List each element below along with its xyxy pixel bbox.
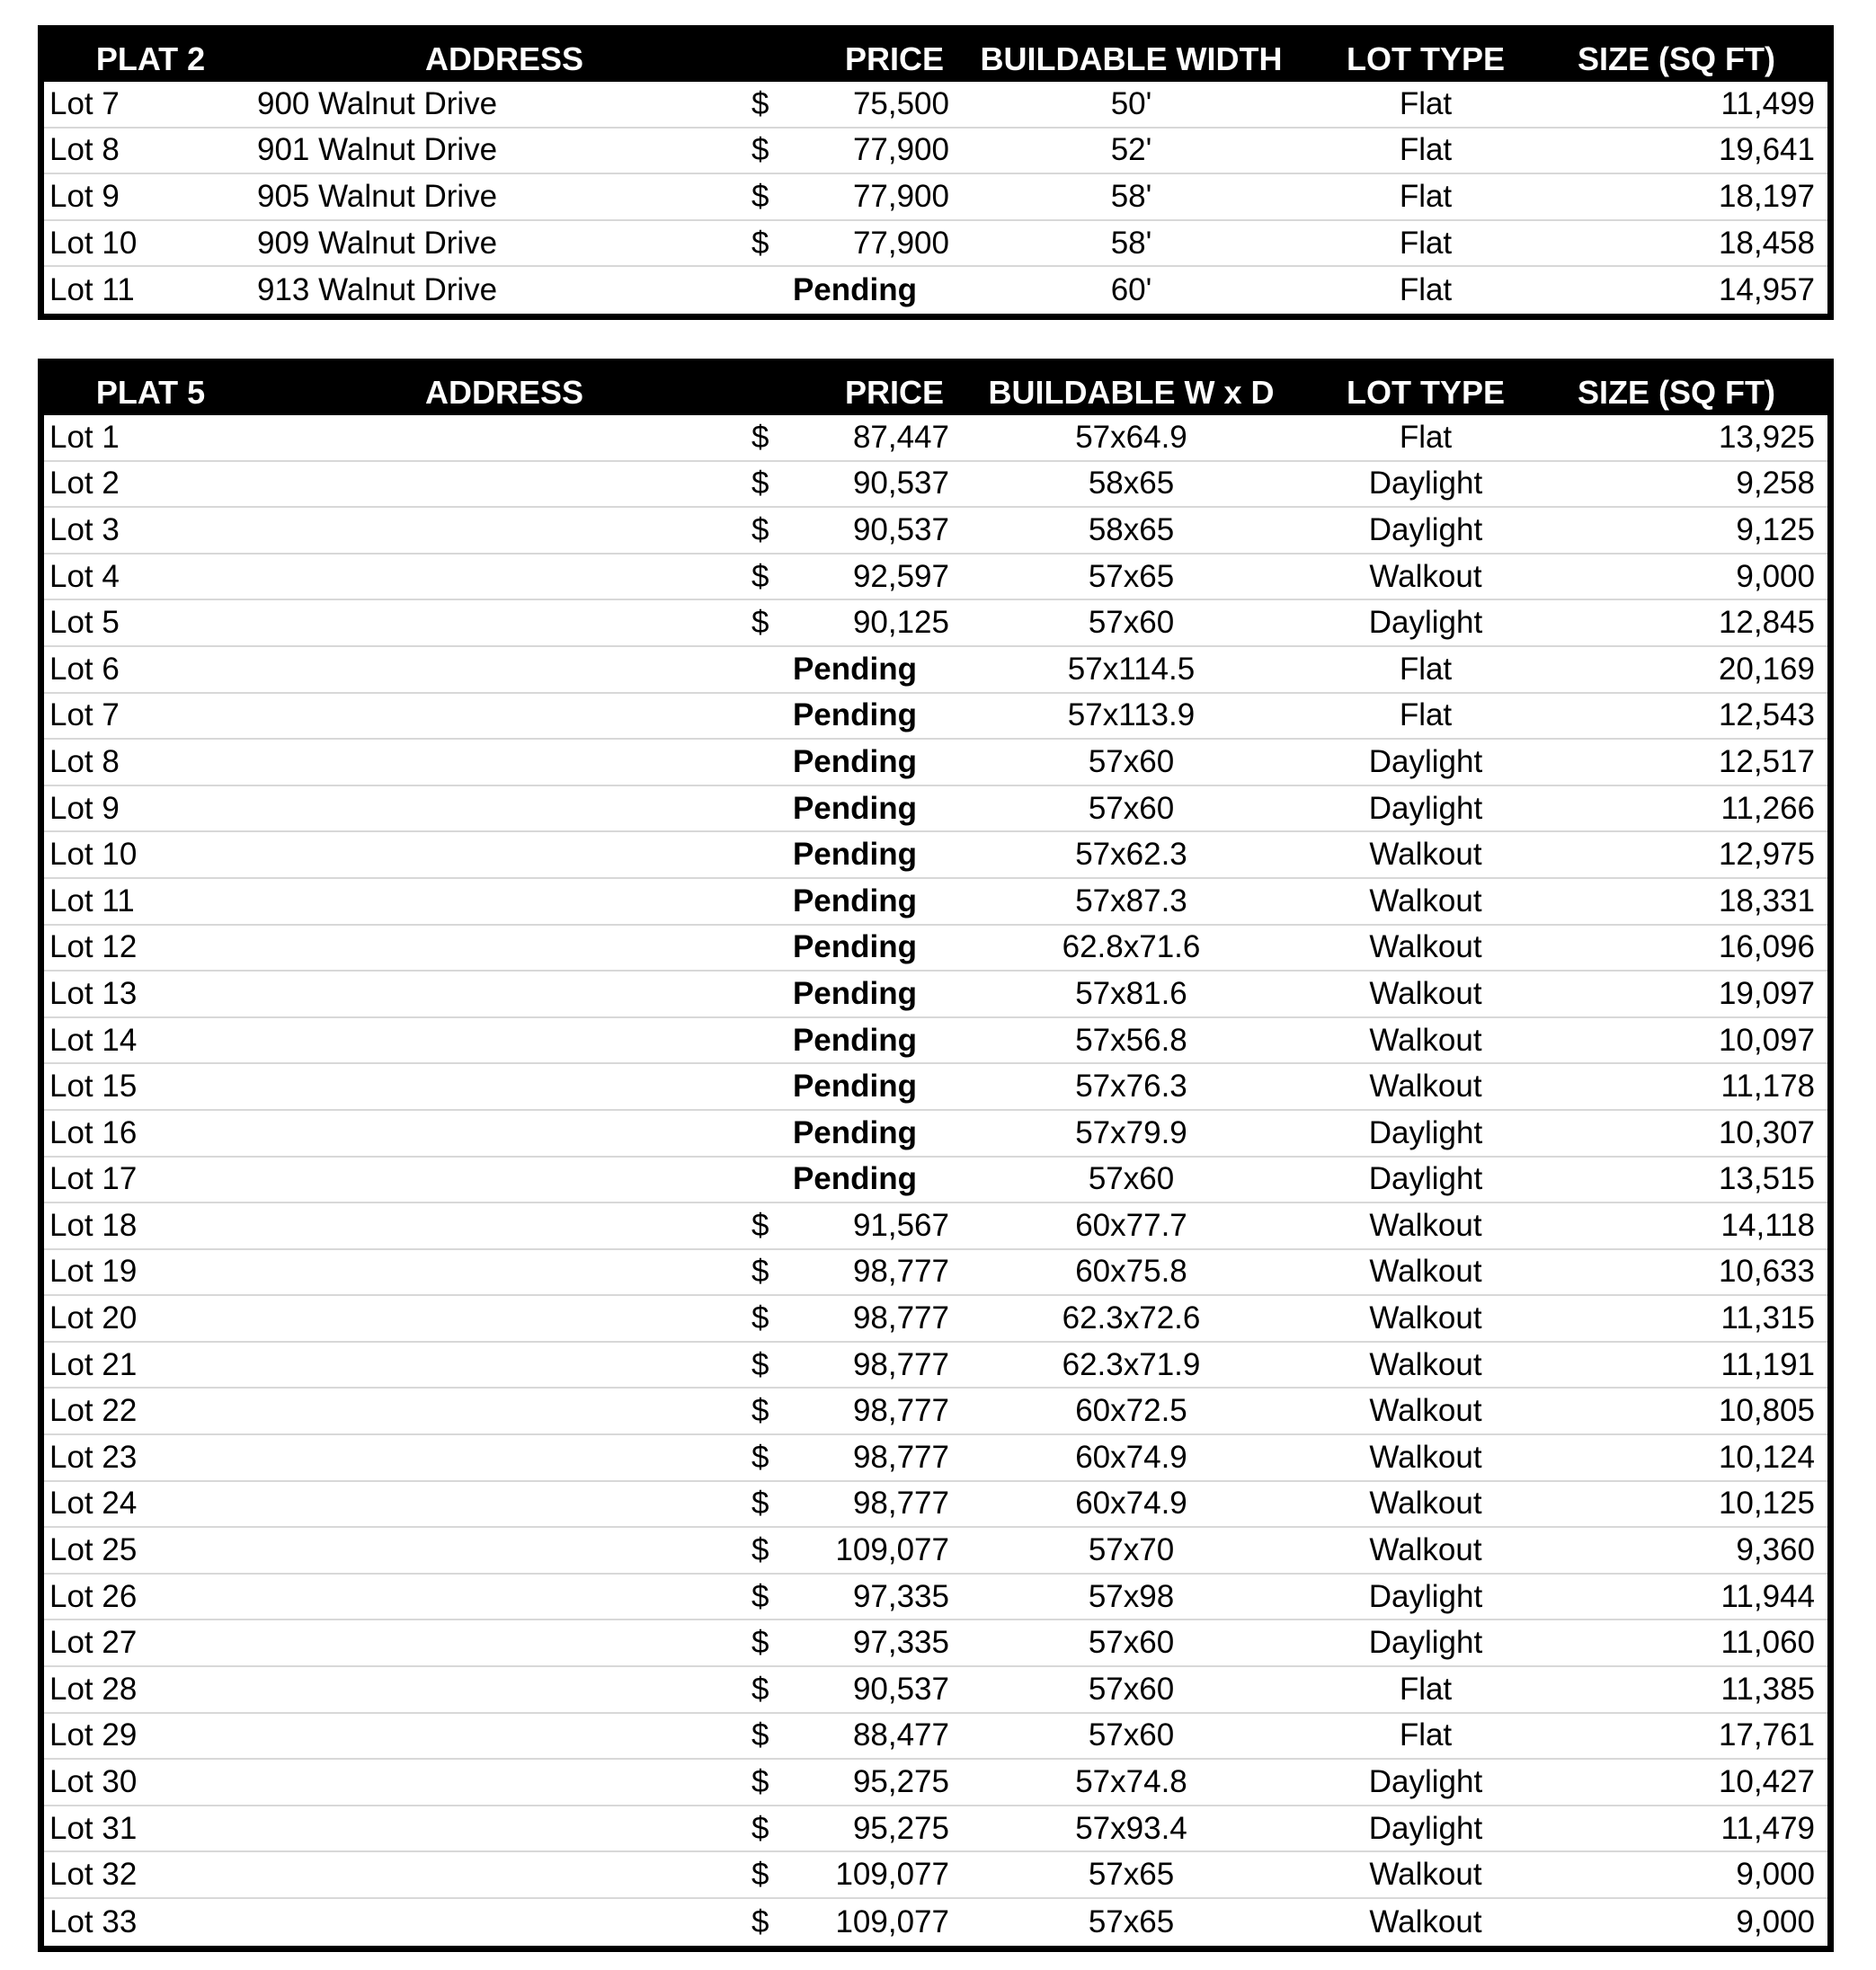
price-cell: 98,777 bbox=[852, 1439, 949, 1475]
table-row bbox=[44, 1111, 1827, 1158]
lot-type-cell: Flat bbox=[1399, 272, 1453, 308]
table-row bbox=[44, 832, 1827, 879]
table-row bbox=[44, 415, 1827, 462]
size-sqft-cell: 11,479 bbox=[1720, 1810, 1815, 1846]
buildable-size-cell: 57x87.3 bbox=[1075, 883, 1187, 918]
lot-cell: Lot 9 bbox=[49, 790, 120, 826]
lot-type-cell: Flat bbox=[1399, 697, 1453, 733]
table-row bbox=[44, 694, 1827, 741]
table-row bbox=[44, 1158, 1827, 1204]
price-cell: 77,900 bbox=[852, 225, 949, 261]
table-row bbox=[44, 972, 1827, 1018]
size-sqft-cell: 11,266 bbox=[1720, 790, 1815, 826]
lot-type-cell: Walkout bbox=[1369, 558, 1482, 594]
size-sqft-cell: 11,499 bbox=[1720, 85, 1815, 121]
plat-5-table bbox=[38, 359, 1834, 1952]
lot-cell: Lot 7 bbox=[49, 697, 120, 733]
price-cell: 90,537 bbox=[852, 511, 949, 547]
buildable-size-cell: 57x65 bbox=[1088, 558, 1175, 594]
size-sqft-cell: 10,124 bbox=[1718, 1439, 1815, 1475]
table-row bbox=[44, 1296, 1827, 1343]
currency-symbol: $ bbox=[751, 132, 769, 168]
currency-symbol: $ bbox=[751, 1393, 769, 1429]
table-row bbox=[44, 879, 1827, 926]
lot-cell: Lot 15 bbox=[49, 1069, 138, 1105]
size-sqft-cell: 10,427 bbox=[1718, 1764, 1815, 1800]
lot-cell: Lot 17 bbox=[49, 1161, 138, 1197]
buildable-size-cell: 57x60 bbox=[1088, 1717, 1175, 1753]
buildable-size-cell: 57x81.6 bbox=[1075, 975, 1187, 1011]
lot-type-cell: Daylight bbox=[1368, 466, 1483, 501]
currency-symbol: $ bbox=[751, 1207, 769, 1243]
buildable-size-cell: 62.3x71.9 bbox=[1062, 1346, 1201, 1382]
table-row bbox=[44, 1806, 1827, 1853]
lot-type-cell: Daylight bbox=[1368, 1810, 1483, 1846]
price-cell: 77,900 bbox=[852, 132, 949, 168]
lot-cell: Lot 33 bbox=[49, 1903, 138, 1939]
size-sqft-cell: 13,925 bbox=[1718, 419, 1815, 455]
table-row bbox=[44, 1064, 1827, 1111]
price-pending-cell: Pending bbox=[792, 929, 917, 965]
lot-type-cell: Flat bbox=[1399, 1717, 1453, 1753]
table-row bbox=[44, 600, 1827, 647]
address-cell: 901 Walnut Drive bbox=[257, 132, 498, 168]
table-row bbox=[44, 926, 1827, 972]
price-pending-cell: Pending bbox=[792, 790, 917, 826]
header-address: ADDRESS bbox=[424, 374, 584, 411]
buildable-size-cell: 50' bbox=[1110, 85, 1152, 121]
currency-symbol: $ bbox=[751, 1486, 769, 1522]
lot-cell: Lot 29 bbox=[49, 1717, 138, 1753]
currency-symbol: $ bbox=[751, 1903, 769, 1939]
lot-type-cell: Flat bbox=[1399, 85, 1453, 121]
lot-cell: Lot 13 bbox=[49, 975, 138, 1011]
price-pending-cell: Pending bbox=[792, 837, 917, 873]
currency-symbol: $ bbox=[751, 225, 769, 261]
currency-symbol: $ bbox=[751, 1764, 769, 1800]
lot-cell: Lot 31 bbox=[49, 1810, 138, 1846]
table-row bbox=[44, 1528, 1827, 1575]
buildable-size-cell: 57x93.4 bbox=[1075, 1810, 1187, 1846]
lot-type-cell: Daylight bbox=[1368, 1625, 1483, 1661]
lot-type-cell: Walkout bbox=[1369, 1346, 1482, 1382]
lot-cell: Lot 24 bbox=[49, 1486, 138, 1522]
price-cell: 98,777 bbox=[852, 1254, 949, 1290]
currency-symbol: $ bbox=[751, 558, 769, 594]
price-cell: 90,537 bbox=[852, 466, 949, 501]
price-pending-cell: Pending bbox=[792, 697, 917, 733]
price-cell: 97,335 bbox=[852, 1625, 949, 1661]
table-row bbox=[44, 508, 1827, 555]
buildable-size-cell: 57x56.8 bbox=[1075, 1022, 1187, 1058]
currency-symbol: $ bbox=[751, 1625, 769, 1661]
address-cell: 913 Walnut Drive bbox=[257, 272, 498, 308]
lot-type-cell: Walkout bbox=[1369, 1069, 1482, 1105]
lot-type-cell: Walkout bbox=[1369, 1207, 1482, 1243]
lot-type-cell: Walkout bbox=[1369, 1903, 1482, 1939]
lot-type-cell: Daylight bbox=[1368, 1114, 1483, 1150]
currency-symbol: $ bbox=[751, 1717, 769, 1753]
table-row bbox=[44, 1018, 1827, 1065]
size-sqft-cell: 9,000 bbox=[1736, 1903, 1815, 1939]
lot-cell: Lot 25 bbox=[49, 1532, 138, 1568]
size-sqft-cell: 12,543 bbox=[1718, 697, 1815, 733]
lot-type-cell: Flat bbox=[1399, 651, 1453, 687]
buildable-size-cell: 60x74.9 bbox=[1075, 1439, 1187, 1475]
buildable-size-cell: 57x65 bbox=[1088, 1857, 1175, 1893]
size-sqft-cell: 18,331 bbox=[1718, 883, 1815, 918]
plat-2-table bbox=[38, 25, 1834, 320]
lot-cell: Lot 23 bbox=[49, 1439, 138, 1475]
header-size: SIZE (SQ FT) bbox=[1578, 374, 1775, 411]
address-cell: 909 Walnut Drive bbox=[257, 225, 498, 261]
lot-type-cell: Walkout bbox=[1369, 929, 1482, 965]
buildable-size-cell: 57x62.3 bbox=[1075, 837, 1187, 873]
address-cell: 905 Walnut Drive bbox=[257, 178, 498, 214]
lot-cell: Lot 30 bbox=[49, 1764, 138, 1800]
lot-type-cell: Walkout bbox=[1369, 975, 1482, 1011]
header-buildable-width: BUILDABLE WIDTH bbox=[980, 40, 1283, 77]
lot-cell: Lot 9 bbox=[49, 178, 120, 214]
currency-symbol: $ bbox=[751, 1857, 769, 1893]
buildable-size-cell: 58x65 bbox=[1088, 466, 1175, 501]
size-sqft-cell: 9,000 bbox=[1736, 1857, 1815, 1893]
buildable-size-cell: 57x79.9 bbox=[1075, 1114, 1187, 1150]
size-sqft-cell: 10,805 bbox=[1718, 1393, 1815, 1429]
table-row bbox=[44, 221, 1827, 268]
lot-type-cell: Daylight bbox=[1368, 1764, 1483, 1800]
size-sqft-cell: 18,458 bbox=[1718, 225, 1815, 261]
table-row bbox=[44, 1343, 1827, 1389]
buildable-size-cell: 57x98 bbox=[1088, 1578, 1175, 1614]
lot-cell: Lot 11 bbox=[49, 883, 135, 918]
buildable-size-cell: 62.3x72.6 bbox=[1062, 1300, 1201, 1336]
buildable-size-cell: 58x65 bbox=[1088, 511, 1175, 547]
price-pending-cell: Pending bbox=[792, 272, 917, 308]
lot-cell: Lot 21 bbox=[49, 1346, 138, 1382]
currency-symbol: $ bbox=[751, 1300, 769, 1336]
size-sqft-cell: 10,097 bbox=[1718, 1022, 1815, 1058]
price-cell: 91,567 bbox=[852, 1207, 949, 1243]
size-sqft-cell: 9,360 bbox=[1736, 1532, 1815, 1568]
header-size: SIZE (SQ FT) bbox=[1578, 40, 1775, 77]
price-cell: 77,900 bbox=[852, 178, 949, 214]
currency-symbol: $ bbox=[751, 605, 769, 641]
lot-type-cell: Daylight bbox=[1368, 1161, 1483, 1197]
price-pending-cell: Pending bbox=[792, 975, 917, 1011]
lot-cell: Lot 8 bbox=[49, 743, 120, 779]
size-sqft-cell: 10,307 bbox=[1718, 1114, 1815, 1150]
size-sqft-cell: 16,096 bbox=[1718, 929, 1815, 965]
header-price: PRICE bbox=[844, 374, 944, 411]
table-row bbox=[44, 174, 1827, 221]
buildable-size-cell: 62.8x71.6 bbox=[1062, 929, 1201, 965]
currency-symbol: $ bbox=[751, 178, 769, 214]
size-sqft-cell: 11,944 bbox=[1720, 1578, 1815, 1614]
size-sqft-cell: 14,118 bbox=[1720, 1207, 1815, 1243]
buildable-size-cell: 52' bbox=[1110, 132, 1152, 168]
price-cell: 98,777 bbox=[852, 1300, 949, 1336]
lot-cell: Lot 32 bbox=[49, 1857, 138, 1893]
lot-cell: Lot 19 bbox=[49, 1254, 138, 1290]
size-sqft-cell: 13,515 bbox=[1718, 1161, 1815, 1197]
price-pending-cell: Pending bbox=[792, 1161, 917, 1197]
header-buildable-wxd: BUILDABLE W x D bbox=[988, 374, 1275, 411]
buildable-size-cell: 57x60 bbox=[1088, 743, 1175, 779]
price-pending-cell: Pending bbox=[792, 743, 917, 779]
buildable-size-cell: 57x60 bbox=[1088, 1671, 1175, 1707]
lot-cell: Lot 20 bbox=[49, 1300, 138, 1336]
lot-cell: Lot 2 bbox=[49, 466, 120, 501]
currency-symbol: $ bbox=[751, 466, 769, 501]
lot-cell: Lot 6 bbox=[49, 651, 120, 687]
buildable-size-cell: 60x74.9 bbox=[1075, 1486, 1187, 1522]
lot-type-cell: Daylight bbox=[1368, 605, 1483, 641]
lot-type-cell: Walkout bbox=[1369, 1300, 1482, 1336]
size-sqft-cell: 9,000 bbox=[1736, 558, 1815, 594]
size-sqft-cell: 17,761 bbox=[1718, 1717, 1815, 1753]
lot-type-cell: Flat bbox=[1399, 225, 1453, 261]
lot-cell: Lot 5 bbox=[49, 605, 120, 641]
lot-type-cell: Flat bbox=[1399, 1671, 1453, 1707]
currency-symbol: $ bbox=[751, 1810, 769, 1846]
price-pending-cell: Pending bbox=[792, 1022, 917, 1058]
header-plat: PLAT 5 bbox=[95, 374, 206, 411]
price-cell: 90,125 bbox=[852, 605, 949, 641]
lot-cell: Lot 12 bbox=[49, 929, 138, 965]
header-lot-type: LOT TYPE bbox=[1346, 374, 1505, 411]
lot-type-cell: Walkout bbox=[1369, 1254, 1482, 1290]
price-cell: 109,077 bbox=[835, 1857, 949, 1893]
lot-type-cell: Daylight bbox=[1368, 743, 1483, 779]
lot-type-cell: Walkout bbox=[1369, 1857, 1482, 1893]
lot-cell: Lot 28 bbox=[49, 1671, 138, 1707]
buildable-size-cell: 58' bbox=[1110, 225, 1152, 261]
table-body bbox=[44, 82, 1827, 314]
table-row bbox=[44, 1760, 1827, 1806]
lot-cell: Lot 10 bbox=[49, 225, 138, 261]
table-row bbox=[44, 1203, 1827, 1250]
currency-symbol: $ bbox=[751, 511, 769, 547]
table-row bbox=[44, 129, 1827, 175]
lot-type-cell: Walkout bbox=[1369, 1486, 1482, 1522]
lot-type-cell: Flat bbox=[1399, 132, 1453, 168]
table-row bbox=[44, 740, 1827, 786]
size-sqft-cell: 19,641 bbox=[1718, 132, 1815, 168]
lot-cell: Lot 7 bbox=[49, 85, 120, 121]
address-cell: 900 Walnut Drive bbox=[257, 85, 498, 121]
size-sqft-cell: 10,125 bbox=[1718, 1486, 1815, 1522]
size-sqft-cell: 14,957 bbox=[1718, 272, 1815, 308]
lot-cell: Lot 8 bbox=[49, 132, 120, 168]
buildable-size-cell: 57x113.9 bbox=[1067, 697, 1196, 733]
price-cell: 87,447 bbox=[852, 419, 949, 455]
buildable-size-cell: 60x75.8 bbox=[1075, 1254, 1187, 1290]
table-header bbox=[44, 365, 1827, 415]
table-row bbox=[44, 1250, 1827, 1297]
price-cell: 98,777 bbox=[852, 1393, 949, 1429]
price-cell: 109,077 bbox=[835, 1532, 949, 1568]
table-row bbox=[44, 1714, 1827, 1761]
lot-type-cell: Walkout bbox=[1369, 1439, 1482, 1475]
lot-cell: Lot 18 bbox=[49, 1207, 138, 1243]
lot-cell: Lot 14 bbox=[49, 1022, 138, 1058]
size-sqft-cell: 9,258 bbox=[1736, 466, 1815, 501]
buildable-size-cell: 57x60 bbox=[1088, 605, 1175, 641]
price-cell: 98,777 bbox=[852, 1346, 949, 1382]
lot-type-cell: Daylight bbox=[1368, 511, 1483, 547]
size-sqft-cell: 12,845 bbox=[1718, 605, 1815, 641]
header-plat: PLAT 2 bbox=[95, 40, 206, 77]
size-sqft-cell: 11,191 bbox=[1720, 1346, 1815, 1382]
lot-type-cell: Daylight bbox=[1368, 790, 1483, 826]
lot-cell: Lot 1 bbox=[49, 419, 120, 455]
lot-cell: Lot 11 bbox=[49, 272, 135, 308]
currency-symbol: $ bbox=[751, 1346, 769, 1382]
table-row bbox=[44, 1575, 1827, 1621]
size-sqft-cell: 19,097 bbox=[1718, 975, 1815, 1011]
lot-type-cell: Walkout bbox=[1369, 1022, 1482, 1058]
size-sqft-cell: 9,125 bbox=[1736, 511, 1815, 547]
lot-type-cell: Flat bbox=[1399, 419, 1453, 455]
size-sqft-cell: 11,178 bbox=[1720, 1069, 1815, 1105]
table-row bbox=[44, 1435, 1827, 1482]
buildable-size-cell: 60' bbox=[1110, 272, 1152, 308]
buildable-size-cell: 58' bbox=[1110, 178, 1152, 214]
buildable-size-cell: 57x64.9 bbox=[1075, 419, 1187, 455]
lot-type-cell: Walkout bbox=[1369, 837, 1482, 873]
price-cell: 88,477 bbox=[852, 1717, 949, 1753]
lot-cell: Lot 4 bbox=[49, 558, 120, 594]
buildable-size-cell: 57x65 bbox=[1088, 1903, 1175, 1939]
table-row bbox=[44, 1389, 1827, 1435]
size-sqft-cell: 20,169 bbox=[1718, 651, 1815, 687]
price-cell: 95,275 bbox=[852, 1764, 949, 1800]
header-price: PRICE bbox=[844, 40, 944, 77]
size-sqft-cell: 11,060 bbox=[1720, 1625, 1815, 1661]
price-pending-cell: Pending bbox=[792, 1114, 917, 1150]
price-cell: 97,335 bbox=[852, 1578, 949, 1614]
table-row bbox=[44, 555, 1827, 601]
lot-type-cell: Walkout bbox=[1369, 1532, 1482, 1568]
buildable-size-cell: 57x60 bbox=[1088, 1625, 1175, 1661]
table-body bbox=[44, 415, 1827, 1946]
lot-type-cell: Daylight bbox=[1368, 1578, 1483, 1614]
table-row bbox=[44, 1852, 1827, 1899]
currency-symbol: $ bbox=[751, 1578, 769, 1614]
table-row bbox=[44, 1899, 1827, 1946]
buildable-size-cell: 57x70 bbox=[1088, 1532, 1175, 1568]
buildable-size-cell: 57x60 bbox=[1088, 790, 1175, 826]
header-lot-type: LOT TYPE bbox=[1346, 40, 1505, 77]
lot-cell: Lot 16 bbox=[49, 1114, 138, 1150]
size-sqft-cell: 18,197 bbox=[1718, 178, 1815, 214]
currency-symbol: $ bbox=[751, 1254, 769, 1290]
currency-symbol: $ bbox=[751, 419, 769, 455]
size-sqft-cell: 12,975 bbox=[1718, 837, 1815, 873]
size-sqft-cell: 11,315 bbox=[1720, 1300, 1815, 1336]
buildable-size-cell: 60x72.5 bbox=[1075, 1393, 1187, 1429]
lot-cell: Lot 10 bbox=[49, 837, 138, 873]
price-pending-cell: Pending bbox=[792, 651, 917, 687]
price-cell: 109,077 bbox=[835, 1903, 949, 1939]
lot-cell: Lot 26 bbox=[49, 1578, 138, 1614]
currency-symbol: $ bbox=[751, 85, 769, 121]
size-sqft-cell: 10,633 bbox=[1718, 1254, 1815, 1290]
price-cell: 95,275 bbox=[852, 1810, 949, 1846]
table-row bbox=[44, 1482, 1827, 1529]
price-cell: 90,537 bbox=[852, 1671, 949, 1707]
lot-type-cell: Flat bbox=[1399, 178, 1453, 214]
table-row bbox=[44, 786, 1827, 833]
price-pending-cell: Pending bbox=[792, 883, 917, 918]
lot-cell: Lot 22 bbox=[49, 1393, 138, 1429]
price-cell: 98,777 bbox=[852, 1486, 949, 1522]
lot-cell: Lot 3 bbox=[49, 511, 120, 547]
currency-symbol: $ bbox=[751, 1439, 769, 1475]
table-row bbox=[44, 1667, 1827, 1714]
buildable-size-cell: 60x77.7 bbox=[1075, 1207, 1187, 1243]
buildable-size-cell: 57x114.5 bbox=[1067, 651, 1196, 687]
price-pending-cell: Pending bbox=[792, 1069, 917, 1105]
size-sqft-cell: 12,517 bbox=[1718, 743, 1815, 779]
table-row bbox=[44, 82, 1827, 129]
header-address: ADDRESS bbox=[424, 40, 584, 77]
table-row bbox=[44, 647, 1827, 694]
lot-cell: Lot 27 bbox=[49, 1625, 138, 1661]
table-row bbox=[44, 462, 1827, 509]
lot-type-cell: Walkout bbox=[1369, 883, 1482, 918]
buildable-size-cell: 57x60 bbox=[1088, 1161, 1175, 1197]
price-cell: 75,500 bbox=[852, 85, 949, 121]
table-row bbox=[44, 267, 1827, 314]
size-sqft-cell: 11,385 bbox=[1720, 1671, 1815, 1707]
currency-symbol: $ bbox=[751, 1671, 769, 1707]
buildable-size-cell: 57x74.8 bbox=[1075, 1764, 1187, 1800]
lot-type-cell: Walkout bbox=[1369, 1393, 1482, 1429]
currency-symbol: $ bbox=[751, 1532, 769, 1568]
table-header bbox=[44, 31, 1827, 82]
buildable-size-cell: 57x76.3 bbox=[1075, 1069, 1187, 1105]
table-row bbox=[44, 1620, 1827, 1667]
price-cell: 92,597 bbox=[852, 558, 949, 594]
